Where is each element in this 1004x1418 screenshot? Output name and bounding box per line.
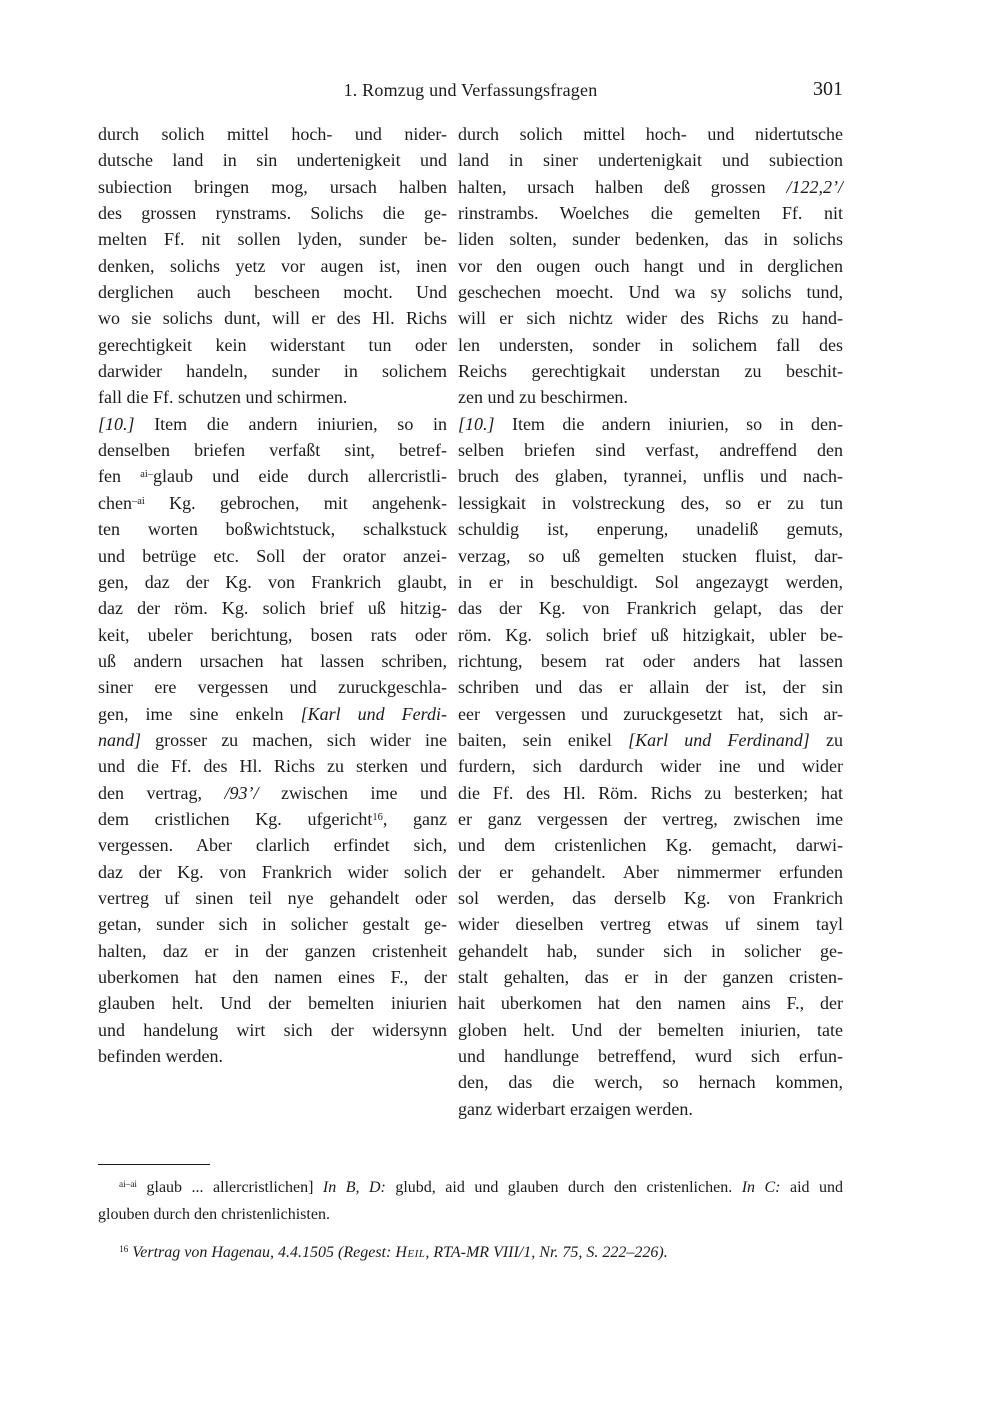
text-run: Item die andern iniurien, so in [134,413,447,434]
text-line [458,279,843,305]
text-run: Reichs gerechtigkait understan zu beschit- [458,361,843,382]
text-line [458,463,843,489]
text-line [458,780,843,806]
text-line [458,200,843,226]
text-line [458,595,843,621]
text-run: Kg. gebrochen, mit angehenk- [144,492,447,513]
text-line [98,516,447,542]
text-run: gen, daz der Kg. von Frankrich glaubt, [98,571,447,592]
text-run: [Karl und Ferdinand] [628,729,810,750]
text-line [98,121,447,147]
text-run: schuldig ist, enperung, unadeliß gemuts, [458,519,843,540]
text-line [98,701,447,727]
text-line [458,253,843,279]
text-run: eer vergessen und zuruckgesetzt hat, sich ar- [458,703,843,724]
footnote-2 [98,1239,843,1266]
text-run: darwider handeln, sunder in solichem [98,361,447,382]
text-line [98,674,447,700]
text-line [458,753,843,779]
text-run: durch solich mittel hoch- und nidertutsche [458,124,843,144]
text-line [458,147,843,173]
text-run: vergessen. Aber clarlich erfindet sich, [98,835,447,856]
left-column [98,121,447,1122]
text-line [98,595,447,621]
text-line [98,1043,447,1069]
text-run: selben briefen sind verfast, andreffend den [458,440,843,461]
text-run: [Karl und Ferdi- [300,703,447,724]
section-title: 1. Romzug und Verfassungsfragen [343,80,598,100]
text-run: rinstrambs. Woelches die gemelten Ff. nit [458,203,843,224]
text-run: sol werden, das derselb Kg. von Frankrich [458,887,843,908]
text-run: baiten, sein enikel [458,729,629,750]
text-line [458,543,843,569]
text-run: gen, ime sine enkeln [98,703,301,724]
text-line [458,990,843,1016]
text-run: verzag, so uß gemelten stucken fluist, dar- [458,545,843,566]
text-run: dem cristlichen Kg. ufgericht [98,808,373,829]
text-run: zen und zu beschirmen. [458,387,628,408]
text-run: Vertrag von Hagenau, 4.4.1505 (Regest: [128,1244,396,1261]
text-run: uberkomen hat den namen eines F., der [98,967,447,987]
text-line [98,832,447,858]
text-line [458,674,843,700]
text-run: will er sich nichtz wider des Richs zu hand- [458,308,843,329]
footnote-1 [98,1174,843,1228]
text-run: dutsche land in sin undertenigkeit und [98,150,447,171]
text-line [98,911,447,937]
footnote-separator [98,1164,210,1165]
text-run: furdern, sich dardurch wider ine und wider [458,756,843,777]
superscript-marker: –ai [131,495,145,507]
text-line [98,147,447,173]
text-line [98,384,447,410]
text-run: globen helt. Und der bemelten iniurien, tate [458,1019,843,1040]
text-line [98,569,447,595]
text-line [458,174,843,200]
text-run: len understen, sonder in solichem fall des [458,334,843,355]
text-run: fen [98,466,141,487]
text-line [98,490,447,516]
text-run: wider dieselben vertreg etwas uf sinem tayl [458,914,843,935]
text-line [98,358,447,384]
text-run: den, das die werch, so hernach kommen, [458,1072,843,1093]
text-run: siner ere vergessen und zuruckgeschla- [98,677,447,698]
text-line [458,885,843,911]
text-line [98,780,447,806]
text-line [98,859,447,885]
text-run: gerechtigkeit kein widerstant tun oder [98,334,447,355]
page-number: 301 [813,78,843,100]
text-line [98,543,447,569]
text-line [98,1201,843,1228]
text-line [458,806,843,832]
text-run: derglichen auch bescheen mocht. Und [98,282,447,303]
text-line [458,1069,843,1095]
text-run: denselben briefen verfaßt sint, betref- [98,440,447,461]
text-run: grosser zu machen, sich wider ine [141,729,447,750]
text-run: keit, ubeler berichtung, bosen rats oder [98,624,447,645]
text-line [458,305,843,331]
text-run: melten Ff. nit sollen lyden, sunder be- [98,229,447,250]
text-run: glaub ... allercristlichen] [137,1179,323,1196]
text-line [98,622,447,648]
superscript-marker: ai– [140,469,154,481]
text-line [98,1239,843,1266]
text-line [98,174,447,200]
text-run: land in siner undertenigkait und subiection [458,150,843,171]
text-run: ten worten boßwichtstuck, schalkstuck [98,519,447,540]
text-line [458,701,843,727]
text-run: stalt gehalten, das er in der ganzen cristen- [458,967,843,987]
text-line [458,384,843,410]
text-line [458,648,843,674]
text-run: daz der Kg. von Frankrich wider solich [98,861,447,882]
text-line [458,938,843,964]
text-line [458,437,843,463]
text-run: subiection bringen mog, ursach halben [98,176,447,197]
text-run: Item die andern iniurien, so in den- [494,413,843,434]
text-run: wo sie solichs dunt, will er des Hl. Richs [98,308,447,329]
text-run: , RTA-MR VIII/1, Nr. 75, S. 222–226). [425,1244,668,1261]
text-line [458,727,843,753]
text-run: nand] [98,729,142,750]
text-run: er ganz vergessen der vertreg, zwischen ime [458,808,843,829]
text-run: geschechen moecht. Und wa sy solichs tund, [458,282,843,303]
text-run: daz der röm. Kg. solich brief uß hitzig- [98,598,447,619]
text-line [98,885,447,911]
text-line [458,1017,843,1043]
text-run: zu [809,729,843,750]
superscript-marker: ai–ai [119,1180,138,1191]
text-line [98,1017,447,1043]
text-run: bruch des glaben, tyrannei, unflis und nach- [458,466,843,487]
text-line [458,911,843,937]
text-run: ganz widerbart erzaigen werden. [458,1098,693,1119]
text-line [458,859,843,885]
text-line [98,226,447,252]
text-line [98,938,447,964]
superscript-marker: 16 [372,811,383,823]
text-line [458,226,843,252]
text-run: durch solich mittel hoch- und nider- [98,124,447,144]
text-run: der er gehandelt. Aber nimmermer erfunden [458,861,843,882]
text-run: chen [98,492,132,513]
text-line [458,490,843,516]
text-run: uß andern ursachen hat lassen schriben, [98,650,447,671]
text-run: und handlunge betreffend, wurd sich erfun- [458,1046,843,1067]
text-run: und dem cristenlichen Kg. gemacht, darwi- [458,835,843,856]
text-run: [10.] [98,413,135,434]
text-line [98,463,447,489]
text-line [98,648,447,674]
text-line [98,727,447,753]
page-header [98,80,843,106]
right-column [458,121,843,1122]
text-line [98,411,447,437]
text-run: hait uberkomen hat den namen ains F., der [458,993,843,1014]
text-run: zwischen ime und [258,782,447,803]
text-run: halten, daz er in der ganzen cristenheit [98,940,447,961]
text-line [458,332,843,358]
text-run: In C: [741,1179,781,1196]
text-line [98,279,447,305]
text-run: den vertrag, [98,782,225,803]
text-run: befinden werden. [98,1046,223,1067]
text-line [458,516,843,542]
text-run: und die Ff. des Hl. Richs zu sterken und [98,756,447,777]
text-line [458,832,843,858]
text-run: das der Kg. von Frankrich gelapt, das der [458,598,843,619]
text-line [98,305,447,331]
text-run: fall die Ff. schutzen und schirmen. [98,387,348,408]
text-run: glouben durch den christenlichisten. [98,1206,330,1223]
text-run: glubd, aid und glauben durch den cristenlichen. [385,1179,742,1196]
text-run: richtung, besem rat oder anders hat lassen [458,650,843,671]
text-run: liden solten, sunder bedenken, das in solichs [458,229,843,250]
text-line [98,964,447,990]
text-run: vor den ougen ouch hangt und in derglichen [458,255,843,276]
text-run: des grossen rynstrams. Solichs die ge- [98,203,447,224]
text-run: schriben und das er allain der ist, der sin [458,677,843,698]
text-run: In B, D: [322,1179,386,1196]
text-line [458,964,843,990]
footnote-section [98,1164,843,1266]
text-run: vertreg uf sinen teil nye gehandelt oder [98,887,447,908]
text-line [98,437,447,463]
text-run: lessigkait in volstreckung des, so er zu tun [458,492,843,513]
text-run: getan, sunder sich in solicher gestalt ge- [98,914,447,935]
superscript-marker: 16 [119,1245,129,1256]
text-line [458,121,843,147]
text-line [98,753,447,779]
text-run: die Ff. des Hl. Röm. Richs zu besterken; hat [458,782,843,803]
text-run: halten, ursach halben deß grossen [458,176,787,197]
text-run: [10.] [458,413,495,434]
text-run: glaub und eide durch allercristli- [153,466,447,487]
text-line [98,253,447,279]
text-run: und betrüge etc. Soll der orator anzei- [98,545,447,566]
text-run: aid und [780,1179,844,1196]
text-line [98,806,447,832]
text-line [98,990,447,1016]
text-line [98,332,447,358]
text-line [458,1096,843,1122]
text-run: röm. Kg. solich brief uß hitzigkait, ubler be- [458,624,843,645]
text-run: /122,2’/ [786,176,843,197]
text-run: in er in beschuldigt. Sol angezaygt werden, [458,571,843,592]
text-line [458,569,843,595]
text-run: Heil [395,1244,426,1261]
text-run: denken, solichs yetz vor augen ist, inen [98,255,447,276]
text-run: und handelung wirt sich der widersynn [98,1019,447,1040]
text-line [458,1043,843,1069]
text-line [458,622,843,648]
text-columns [98,121,843,1122]
text-line [98,200,447,226]
text-run: glauben helt. Und der bemelten iniurien [98,993,447,1014]
text-line [458,358,843,384]
text-run: /93’/ [224,782,259,803]
text-run: , ganz [382,808,447,829]
text-run: gehandelt hab, sunder sich in solicher ge- [458,940,843,961]
text-line [458,411,843,437]
text-line [98,1174,843,1201]
